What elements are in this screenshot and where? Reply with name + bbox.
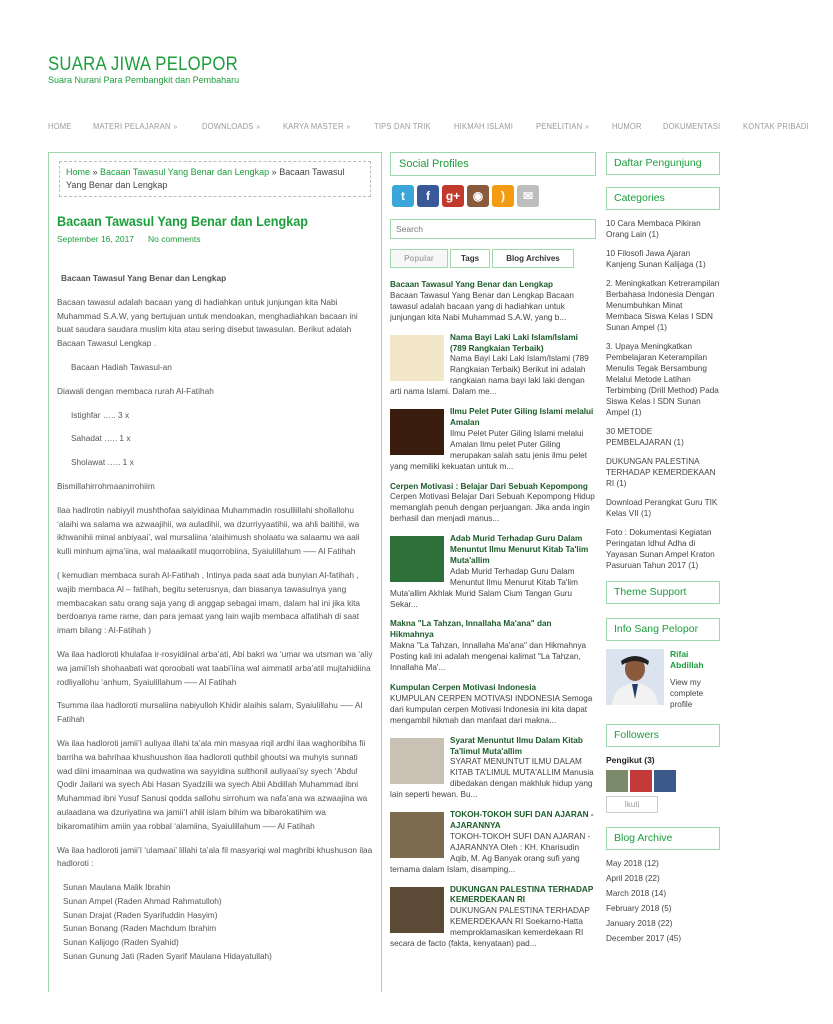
list-item xyxy=(390,534,596,610)
post-paragraph: Wa ilaa hadloroti jamii’I ‘ulamaai’ lillahi ta’ala fil masyariqi wal maghribi khushuson ilaa hadloroti : xyxy=(57,844,373,869)
avatar[interactable] xyxy=(606,649,664,705)
middle-sidebar xyxy=(390,152,596,959)
post-paragraph: Ilaa hadlrotin nabiyyil mushthofaa saiyidinaa Muhammadin rosulliillahi shollallohu ‘alaihi wa salama wa azwaajihii, wa auladihii, wa dzurriyyaatihii, wa ahli baitihii, wa ikhwanihii minal anbiyaai’, wal mursaliina ‘alaihimush sholaatu wa salaamu wa aali kulli minhum ajma’iina, wal malaaikatil muqorrobiina, Syaiulillahum —– Al Fatihah xyxy=(57,504,360,557)
list-item xyxy=(390,810,596,875)
followers-avatars xyxy=(606,770,720,792)
popular-post-excerpt: Makna "La Tahzan, Innallaha Ma'ana" dan Hikmahnya Posting kali ini adalah mengenai kalimat "La Tahzan, Innallaha Ma'... xyxy=(390,641,587,673)
popular-tabs xyxy=(390,249,596,268)
post-date[interactable]: September 16, 2017 xyxy=(57,234,135,244)
social-icons xyxy=(392,185,596,207)
popular-post-excerpt: Cerpen Motivasi Belajar Dari Sebuah Kepompong Hidup memanglah penuh dengan perjuangan. Jika anda ingin berhasil dan menjadi manus... xyxy=(390,492,595,524)
nav-item-label: HUMOR xyxy=(611,122,642,131)
popular-post-title[interactable]: Nama Bayi Laki Laki Islam/Islami (789 Rangkaian Terbaik) xyxy=(450,332,578,353)
archive-link[interactable]: December 2017 (45) xyxy=(606,934,682,943)
post-paragraph: Bacaan tawasul adalah bacaan yang di hadiahkan untuk junjungan kita Nabi Muhammad S.A.W, yang bertujuan untuk mendoakan, menghadiahkan bacaan ini buat saudara saudara muslim kita atau sering disebut tawasulan. Berikut adalah Bacaan Tawasul Lengkap . xyxy=(57,296,358,349)
profile-link[interactable]: View my complete profile xyxy=(670,678,704,709)
follower-avatar[interactable] xyxy=(606,770,628,792)
profile-card xyxy=(606,649,720,710)
profile-name[interactable]: Rifai Abdillah xyxy=(670,649,704,670)
chevron-right-icon: » xyxy=(585,124,589,131)
post-thumbnail[interactable] xyxy=(390,812,444,858)
archive-link[interactable]: March 2018 (14) xyxy=(606,889,667,898)
blog-archive-heading: Blog Archive xyxy=(606,827,720,850)
popular-post-title[interactable]: Ilmu Pelet Puter Giling Islami melalui Amalan xyxy=(450,407,594,427)
nav-item-label: MATERI PELAJARAN xyxy=(92,122,171,131)
post-paragraph: Wa ilaa hadloroti khulafaa ir-rosyidiinal arba’ati, Abi bakri wa ‘umar wa utsman wa ‘aliy wa jamii’ish shohaabati wat qoroobati wat taabi’iina wal aimmatil arba’atil mujtahidiina rodliyallohu ‘anhum, Syaiulillahum —– Al Fatihah xyxy=(57,648,373,687)
nav-item-home[interactable] xyxy=(48,122,72,131)
popular-post-excerpt: Ilmu Pelet Puter Giling Islami melalui Amalan Ilmu pelet Puter Giling merupakan salah satu jenis ilmu pelet yang memiliki kekuatan untuk m... xyxy=(390,428,587,471)
popular-post-title[interactable]: Adab Murid Terhadap Guru Dalam Menuntut Ilmu Menurut Kitab Ta'lim Muta'allim xyxy=(450,534,589,565)
popular-post-title[interactable]: TOKOH-TOKOH SUFI DAN AJARAN - AJARANNYA xyxy=(450,810,594,830)
list-item xyxy=(390,683,596,727)
post-body xyxy=(57,272,373,964)
sunan-list xyxy=(63,881,373,964)
follow-button[interactable]: Ikuti xyxy=(606,796,658,813)
main-nav xyxy=(48,122,833,131)
post-paragraph: Bismillahirrohmaanirrohiim xyxy=(57,480,155,491)
breadcrumb-separator: » xyxy=(269,167,280,177)
chevron-right-icon: » xyxy=(256,124,260,131)
nav-item-label: TIPS DAN TRIK xyxy=(374,122,431,131)
profile-photo-icon xyxy=(606,649,664,705)
nav-item-materi-pelajaran[interactable] xyxy=(93,122,177,131)
chevron-right-icon: » xyxy=(346,124,351,131)
list-item: Sunan Bonang (Raden Machdum Ibrahim xyxy=(63,923,217,934)
post-paragraph: Sahadat ….. 1 x xyxy=(71,433,131,444)
rss-icon[interactable]: ) xyxy=(492,185,514,207)
post-column xyxy=(48,152,382,992)
follower-avatar[interactable] xyxy=(630,770,652,792)
post-paragraph: Diawali dengan membaca rurah Al-Fatihah xyxy=(57,385,214,396)
nav-item-downloads[interactable] xyxy=(202,122,260,131)
breadcrumb-home-link[interactable]: Home xyxy=(66,167,91,177)
right-sidebar xyxy=(606,152,720,948)
popular-post-excerpt: DUKUNGAN PALESTINA TERHADAP KEMERDEKAAN RI Soekarno-Hatta memproklamasikan kemerdekaan RI secara de facto (fakta, kenyataan) pad... xyxy=(390,906,590,949)
popular-post-excerpt: TOKOH-TOKOH SUFI DAN AJARAN - AJARANNYA Oleh : KH. Kharisudin Aqib, M. Ag Banyak orang sufi yang ternama dalam Islam, disamping... xyxy=(390,831,591,874)
list-item: Sunan Maulana Malik Ibrahin xyxy=(63,882,171,893)
popular-posts xyxy=(390,280,596,950)
nav-item-label: KONTAK PRIBADI xyxy=(743,122,810,131)
list-item xyxy=(390,736,596,801)
tab-blog-archives[interactable]: Blog Archives xyxy=(492,249,574,268)
tab-tags[interactable]: Tags xyxy=(450,249,490,268)
category-link[interactable]: 10 Filosofi Jawa Ajaran Kanjeng Sunan Kalijaga (1) xyxy=(606,249,706,269)
category-link[interactable]: 10 Cara Membaca Pikiran Orang Lain (1) xyxy=(606,219,701,239)
archive-link[interactable]: February 2018 (5) xyxy=(606,904,672,913)
list-item xyxy=(390,482,596,526)
post-meta xyxy=(57,234,381,244)
twitter-icon[interactable]: t xyxy=(392,185,414,207)
archive-link[interactable]: May 2018 (12) xyxy=(606,859,659,868)
list-item xyxy=(390,280,596,324)
popular-post-title[interactable]: Cerpen Motivasi : Belajar Dari Sebuah Kepompong xyxy=(390,481,588,491)
post-paragraph: Istighfar ….. 3 x xyxy=(71,409,130,420)
nav-item-hikmah-islami[interactable] xyxy=(454,122,513,131)
popular-post-excerpt: Bacaan Tawasul Yang Benar dan Lengkap Bacaan tawasul adalah bacaan yang di hadiahkan untuk junjungan kita Nabi Muhammad S.A.W, yang b... xyxy=(390,290,574,322)
post-thumbnail[interactable] xyxy=(390,887,444,933)
breadcrumb xyxy=(59,161,371,197)
breadcrumb-parent-link[interactable]: Bacaan Tawasul Yang Benar dan Lengkap xyxy=(100,167,270,177)
list-item: Sunan Drajat (Raden Syarifuddin Hasyim) xyxy=(63,909,218,920)
nav-item-label: KARYA MASTER xyxy=(283,122,344,131)
post-thumbnail[interactable] xyxy=(390,536,444,582)
chevron-right-icon: » xyxy=(173,124,178,131)
tab-popular[interactable]: Popular xyxy=(390,249,448,268)
nav-item-dokumentasi[interactable] xyxy=(663,122,720,131)
post-thumbnail[interactable] xyxy=(390,738,444,784)
nav-item-label: PENELITIAN xyxy=(535,122,583,131)
popular-post-excerpt: Adab Murid Terhadap Guru Dalam Menuntut Ilmu Menurut Kitab Ta'lim Muta'allim Akhlak Murid Salam Cium Tangan Guru Sekar... xyxy=(390,566,578,609)
breadcrumb-separator: » xyxy=(90,167,101,177)
categories-list xyxy=(606,218,720,571)
popular-post-title[interactable]: Kumpulan Cerpen Motivasi Indonesia xyxy=(390,683,537,692)
popular-post-title[interactable]: Syarat Menuntut Ilmu Dalam Kitab Ta'limul Muta'allim xyxy=(450,735,583,756)
list-item: Sunan Gunung Jati (Raden Syarif Maulana Hidayatullah) xyxy=(63,951,272,962)
nav-item-humor[interactable] xyxy=(612,122,642,131)
popular-post-title[interactable]: DUKUNGAN PALESTINA TERHADAP KEMERDEKAAN RI xyxy=(450,884,594,905)
category-link[interactable]: 2. Meningkatkan Ketrerampilan Berbahasa Indonesia Dengan Menumbuhkan Minat Membaca Siswa Kelas I SDN Sunan Ampel (1) xyxy=(606,279,720,332)
instagram-icon[interactable]: ◉ xyxy=(467,185,489,207)
post-thumbnail[interactable] xyxy=(390,335,444,381)
list-item xyxy=(390,407,596,472)
category-link[interactable]: DUKUNGAN PALESTINA TERHADAP KEMERDEKAAN RI (1) xyxy=(606,457,716,488)
nav-item-kontak-pribadi[interactable] xyxy=(743,122,809,131)
category-link[interactable]: 30 METODE PEMBELAJARAN (1) xyxy=(606,427,684,447)
list-item: Sunan Kalijogo (Raden Syahid) xyxy=(63,937,179,948)
post-title: Bacaan Tawasul Yang Benar dan Lengkap xyxy=(57,213,308,229)
popular-post-title[interactable]: Makna "La Tahzan, Innallaha Ma'ana" dan Hikmahnya xyxy=(390,619,552,640)
site-description: Suara Nurani Para Pembangkit dan Pembaharu xyxy=(48,75,240,85)
archive-link[interactable]: January 2018 (22) xyxy=(606,919,673,928)
googleplus-icon[interactable]: g+ xyxy=(442,185,464,207)
nav-item-label: HOME xyxy=(48,122,72,131)
category-link[interactable]: Foto : Dokumentasi Kegiatan Peringatan Idhul Adha di Yayasan Sunan Ampel Kraton Pasuruan Tahun 2017 (1) xyxy=(606,528,715,570)
nav-item-penelitian[interactable] xyxy=(536,122,589,131)
post-paragraph: Tsumma ilaa hadloroti mursaliina nabiyulloh Khidir alaihis salam, Syaiulillahu —– Al Fatihah xyxy=(57,700,363,725)
followers-heading: Followers xyxy=(606,724,720,747)
category-link[interactable]: Download Perangkat Guru TIK Kelas VII (1) xyxy=(606,498,718,518)
popular-post-title[interactable]: Bacaan Tawasul Yang Benar dan Lengkap xyxy=(390,280,554,289)
nav-item-label: HIKMAH ISLAMI xyxy=(453,122,513,131)
search-input[interactable]: Search xyxy=(390,219,596,239)
list-item xyxy=(390,333,596,398)
breadcrumb-current: Bacaan Tawasul Yang Benar dan Lengkap xyxy=(66,167,345,190)
post-paragraph: Sholawat ….. 1 x xyxy=(71,457,134,468)
facebook-icon[interactable]: f xyxy=(417,185,439,207)
social-profiles-heading: Social Profiles xyxy=(390,152,596,176)
nav-item-label: DOWNLOADS xyxy=(201,122,254,131)
list-item: Sunan Ampel (Raden Ahmad Rahmatulloh) xyxy=(63,895,222,906)
site-title[interactable]: SUARA JIWA PELOPOR xyxy=(48,54,238,75)
post-thumbnail[interactable] xyxy=(390,409,444,455)
follower-avatar[interactable] xyxy=(654,770,676,792)
post-paragraph: Wa ilaa hadloroti jamii’I auliyaa illahi ta’ala min masyaa riqil ardhi ilaa waghoribiha fii barriha wa bahrihaa khushuushon ilaa hadloroti quthbil ghoutsi wa muhyis sunnati wad diini imaaminaa wa qudwatina wa sayyidina sulthonil auliyaai’sy syech ‘Abdul Qodir Jailani wa syech Abi Hasan Syadzilii wa syech Abii Abdillah Muhammad ibni Muhammad ibni Yusuf Sanusi qodda sallohu sirrohum wa nafa’ana wa azwaajina wa aulaadana wa dzuriyatina wa jamii’I ahlil islam bihim wa bibarokatihim wa bikaromatihim amiin yaa robbal ‘alamiina, Syaiulillahum —– Al Fatihah xyxy=(57,737,368,831)
post-paragraph: Bacaan Hadiah Tawasul-an xyxy=(71,361,172,372)
popular-post-excerpt: KUMPULAN CERPEN MOTIVASI INDONESIA Semoga dari kumpulan cerpen Motivasi Indonesia ini kita dapat mengambil hikmah dan manfaat dari makna... xyxy=(390,693,593,725)
post-heading: Bacaan Tawasul Yang Benar dan Lengkap xyxy=(61,273,227,283)
list-item xyxy=(390,885,596,950)
nav-item-tips-dan-trik[interactable] xyxy=(374,122,431,131)
list-item xyxy=(390,619,596,674)
post-paragraph: ( kemudian membaca surah Al-Fatihah , Intinya pada saat ada bunyian Al-fatihah , wajib membaca Al – fatihah, begitu seterusnya, dan biasanya tawasulnya yang membacakan satu orang saja yang di anggap sebagai imam, dalam hal ini jika kita berdoanya rame rame, dan para jemaat yang lain wajib membaca alfatihah di saat imam bilang : Al-Fatihah ) xyxy=(57,569,361,636)
categories-heading: Categories xyxy=(606,187,720,210)
category-link[interactable]: 3. Upaya Meningkatkan Pembelajaran Keterampilan Menulis Tegak Bersambung Melalui Metode Latihan Terbimbing (Drill Method) Pada Siswa Kelas I SDN Sunan Ampel (1) xyxy=(606,342,719,417)
email-icon[interactable]: ✉ xyxy=(517,185,539,207)
visitors-heading: Daftar Pengunjung xyxy=(606,152,720,175)
nav-item-karya-master[interactable] xyxy=(283,122,350,131)
followers-count: Pengikut (3) xyxy=(606,755,655,765)
popular-post-excerpt: Nama Bayi Laki Laki Islam/Islami (789 Rangkaian Terbaik) Berikut ini adalah rangkaian nama bayi laki laki dengan arti nama Islami. Dalam me... xyxy=(390,354,589,397)
archive-link[interactable]: April 2018 (22) xyxy=(606,874,660,883)
nav-item-label: DOKUMENTASI xyxy=(662,122,721,131)
info-heading: Info Sang Pelopor xyxy=(606,618,720,641)
post-comments-link[interactable]: No comments xyxy=(148,234,201,244)
popular-post-excerpt: SYARAT MENUNTUT ILMU DALAM KITAB TA'LIMUL MUTA'ALLIM Manusia dibedakan dengan makhluk hidup yang lain seperti hewan. Bu... xyxy=(390,757,594,800)
theme-support-heading: Theme Support xyxy=(606,581,720,604)
archive-list xyxy=(606,858,720,944)
